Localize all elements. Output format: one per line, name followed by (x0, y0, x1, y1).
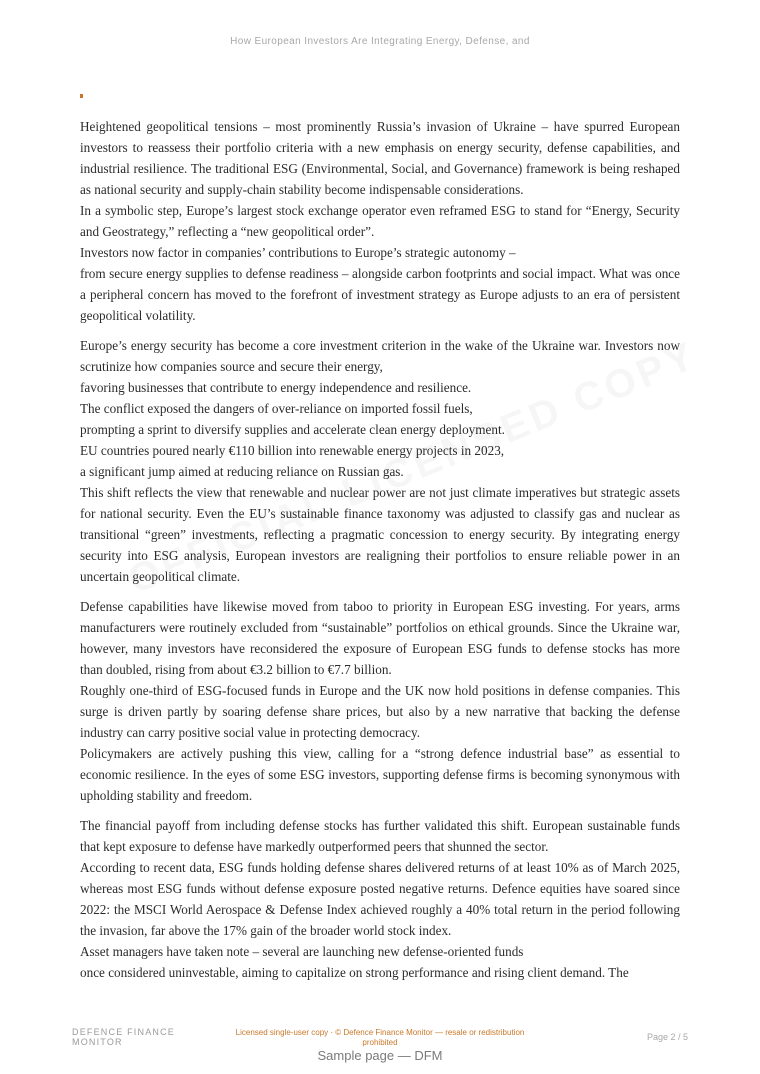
paragraph-line: Roughly one-third of ESG-focused funds in Europe and the UK now hold positions in defense companies. This surge is driven partly by soaring defense share prices, but also by a new narrative that backing the defense industry can carry positive social value in protecting democracy. (80, 683, 680, 740)
paragraph-line: once considered uninvestable, aiming to capitalize on strong performance and rising client demand. The (80, 965, 629, 980)
paragraph-line: favoring businesses that contribute to energy independence and resilience. (80, 380, 472, 395)
article-section (80, 815, 680, 983)
article-body (80, 116, 680, 992)
footer-publisher (72, 1027, 175, 1047)
paragraph-line: According to recent data, ESG funds holding defense shares delivered returns of at least 10% as of March 2025, whereas most ESG funds without defense exposure posted negative returns. Defence equities have soared since 2022: the MSCI World Aerospace & Defense Index achieved roughly a 40% total return in the period following the invasion, far above the 17% gain of the broader world stock index. (80, 860, 680, 938)
paragraph-line: The financial payoff from including defense stocks has further validated this shift. European sustainable funds that kept exposure to defense have markedly outperformed peers that shunned the sector. (80, 818, 680, 854)
running-header: How European Investors Are Integrating Energy, Defense, and (230, 36, 530, 47)
paragraph-line: Asset managers have taken note – several are launching new defense-oriented funds (80, 944, 524, 959)
paragraph-line: The conflict exposed the dangers of over-reliance on imported fossil fuels, (80, 401, 473, 416)
paragraph-line: a significant jump aimed at reducing reliance on Russian gas. (80, 464, 404, 479)
paragraph-line: Policymakers are actively pushing this view, calling for a “strong defence industrial base” as essential to economic resilience. In the eyes of some ESG investors, supporting defense firms is becoming synonymous with upholding stability and freedom. (80, 746, 680, 803)
paragraph-line: prompting a sprint to diversify supplies and accelerate clean energy deployment. (80, 422, 505, 437)
paragraph-line: EU countries poured nearly €110 billion into renewable energy projects in 2023, (80, 443, 505, 458)
article-section (80, 596, 680, 806)
paragraph-line: Defense capabilities have likewise moved from taboo to priority in European ESG investing. For years, arms manufacturers were routinely excluded from “sustainable” portfolios on ethical grounds. Since the Ukraine war, however, many investors have reconsidered the exposure of European ESG funds to defense stocks has more than doubled, rising from about €3.2 billion to €7.7 billion. (80, 599, 680, 677)
section-marker (80, 94, 83, 98)
paragraph-line: Heightened geopolitical tensions – most prominently Russia’s invasion of Ukraine – have spurred European investors to reassess their portfolio criteria with a new emphasis on energy security, defense capabilities, and industrial resilience. The traditional ESG (Environmental, Social, and Governance) framework is being reshaped as national security and supply-chain stability become indispensable considerations. (80, 119, 680, 197)
sample-page-label: Sample page — DFM (317, 1048, 443, 1063)
footer-publisher-line1: DEFENCE FINANCE (72, 1027, 176, 1037)
article-section (80, 116, 680, 326)
footer-publisher-line2: MONITOR (72, 1037, 123, 1047)
article-section (80, 335, 680, 587)
page-number: Page 2 / 5 (646, 1032, 688, 1042)
paragraph-line: In a symbolic step, Europe’s largest stock exchange operator even reframed ESG to stand for “Energy, Security and Geostrategy,” reflecting a “new geopolitical order”. (80, 203, 680, 239)
paragraph-line: Europe’s energy security has become a core investment criterion in the wake of the Ukraine war. Investors now scrutinize how companies source and secure their energy, (80, 338, 680, 374)
paragraph-line: Investors now factor in companies’ contributions to Europe’s strategic autonomy – (80, 245, 516, 260)
paragraph-line: from secure energy supplies to defense readiness – alongside carbon footprints and social impact. What was once a peripheral concern has moved to the forefront of investment strategy as Europe adjusts to an era of persistent geopolitical volatility. (80, 266, 680, 323)
license-notice: Licensed single-user copy · © Defence Finance Monitor — resale or redistribution prohibited (235, 1028, 525, 1047)
paragraph-line: This shift reflects the view that renewable and nuclear power are not just climate imperatives but strategic assets for national security. Even the EU’s sustainable finance taxonomy was adjusted to classify gas and nuclear as transitional “green” investments, reflecting a pragmatic concession to energy security. By integrating energy security into ESG analysis, European investors are realigning their portfolios to ensure reliable power in an uncertain geopolitical climate. (80, 485, 680, 584)
